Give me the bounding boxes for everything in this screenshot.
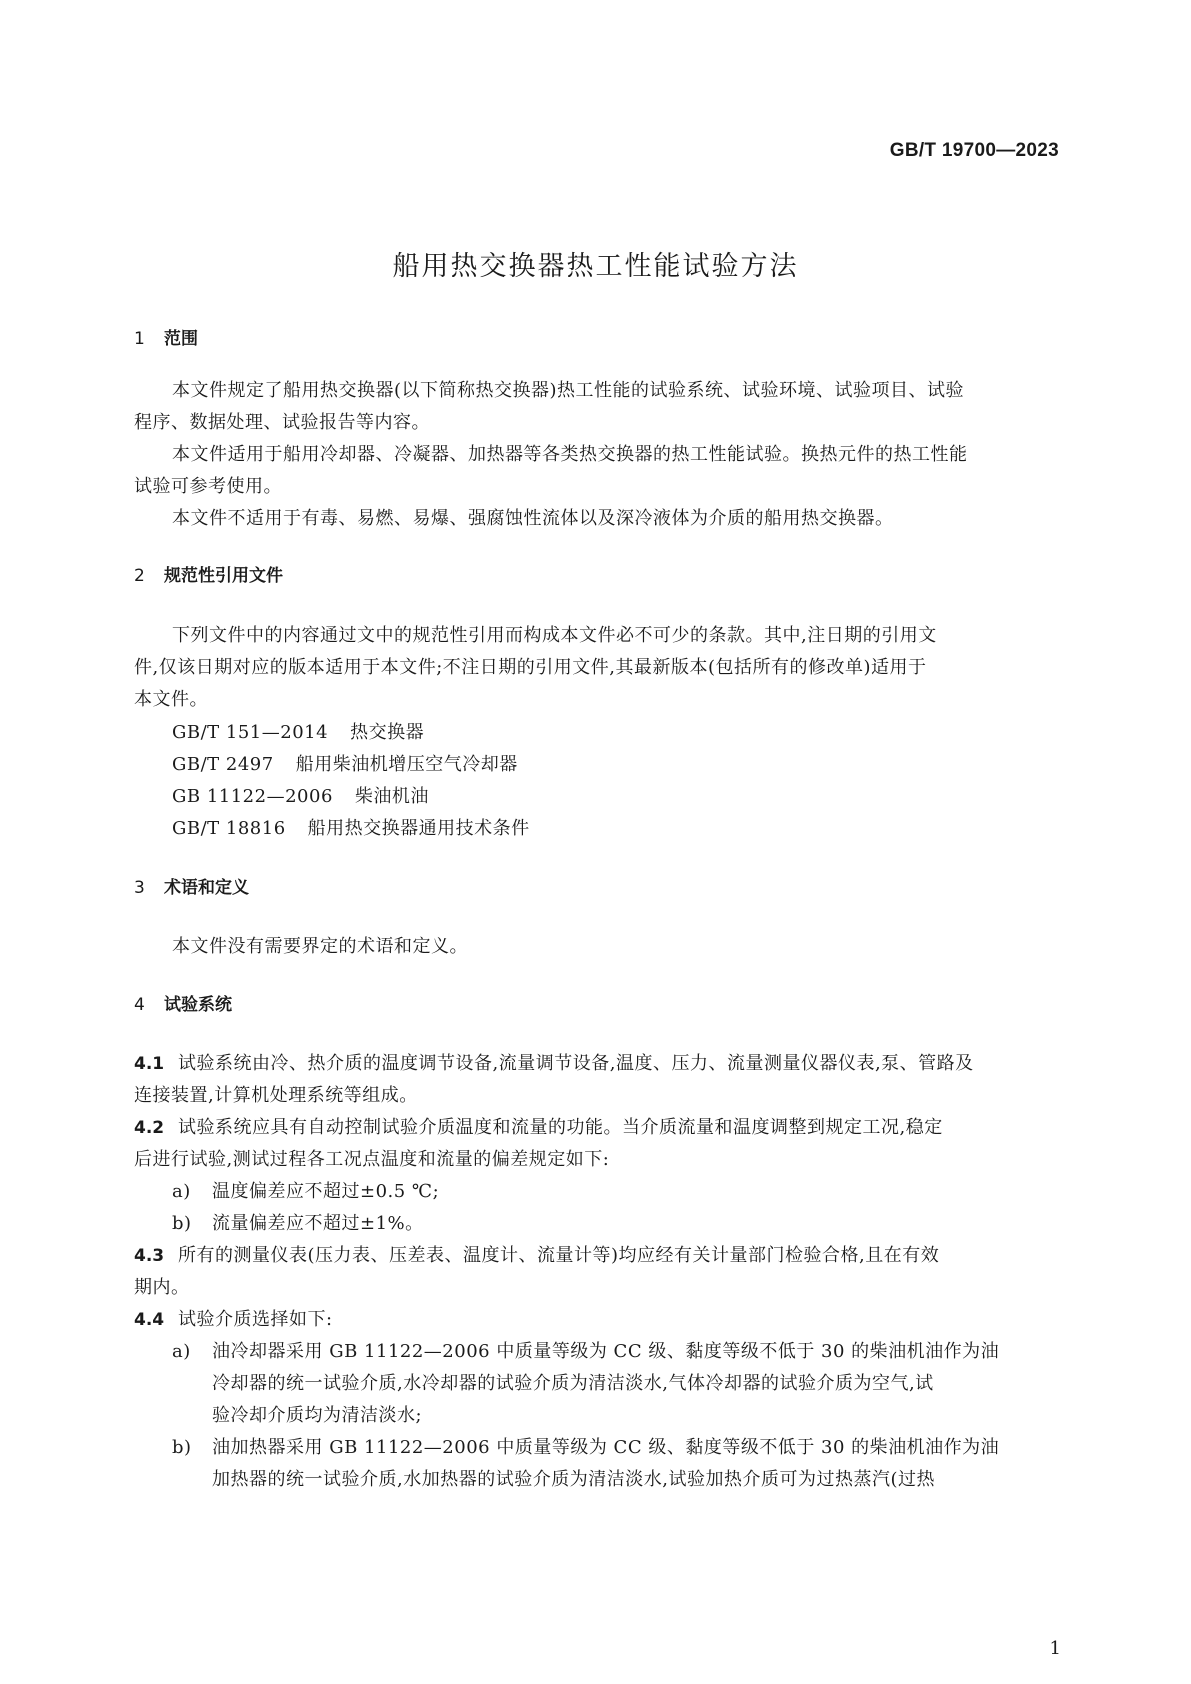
- reference-code: GB/T 18816: [172, 818, 286, 839]
- document-title: 船用热交换器热工性能试验方法: [392, 251, 799, 282]
- list-item: [172, 1433, 999, 1459]
- clause-text: 试验介质选择如下:: [178, 1309, 333, 1330]
- paragraph-line: 本文件。: [134, 689, 208, 710]
- section-title: 规范性引用文件: [164, 566, 283, 586]
- paragraph-line: 本文件适用于船用冷却器、冷凝器、加热器等各类热交换器的热工性能试验。换热元件的热工性能: [172, 444, 968, 465]
- reference-code: GB/T 2497: [172, 754, 274, 775]
- clause-text: 试验系统应具有自动控制试验介质温度和流量的功能。当介质流量和温度调整到规定工况,稳定: [178, 1117, 943, 1138]
- section-1-heading: [134, 324, 198, 349]
- standard-number: GB/T 19700—2023: [889, 140, 1059, 161]
- reference-item: [172, 750, 518, 776]
- list-continuation: 验冷却介质均为清洁淡水;: [212, 1405, 423, 1426]
- list-continuation: 冷却器的统一试验介质,水冷却器的试验介质为清洁淡水,气体冷却器的试验介质为空气,试: [212, 1373, 934, 1394]
- paragraph-line: 件,仅该日期对应的版本适用于本文件;不注日期的引用文件,其最新版本(包括所有的修改单)适用于: [134, 657, 927, 678]
- reference-item: [172, 782, 429, 808]
- section-number: 3: [134, 878, 145, 898]
- section-title: 术语和定义: [164, 878, 249, 898]
- paragraph-line: 本文件没有需要界定的术语和定义。: [172, 936, 468, 957]
- section-number: 2: [134, 566, 145, 586]
- reference-name: 柴油机油: [354, 786, 429, 807]
- paragraph-line: 程序、数据处理、试验报告等内容。: [134, 412, 430, 433]
- list-text: 油冷却器采用 GB 11122—2006 中质量等级为 CC 级、黏度等级不低于 30 的柴油机油作为油: [212, 1341, 1000, 1362]
- paragraph-line: 本文件规定了船用热交换器(以下简称热交换器)热工性能的试验系统、试验环境、试验项目、试验: [172, 380, 965, 401]
- section-number: 1: [134, 329, 145, 349]
- reference-name: 热交换器: [350, 722, 425, 743]
- paragraph-line: 试验可参考使用。: [134, 476, 282, 497]
- clause-number: 4.3: [134, 1246, 165, 1266]
- reference-item: [172, 718, 424, 744]
- clause-text: 所有的测量仪表(压力表、压差表、温度计、流量计等)均应经有关计量部门检验合格,且在有效: [178, 1245, 940, 1266]
- list-text: 油加热器采用 GB 11122—2006 中质量等级为 CC 级、黏度等级不低于 30 的柴油机油作为油: [212, 1437, 1000, 1458]
- list-letter: b): [172, 1213, 192, 1234]
- list-item: [172, 1209, 424, 1235]
- reference-name: 船用热交换器通用技术条件: [307, 818, 530, 839]
- clause-text: 试验系统由冷、热介质的温度调节设备,流量调节设备,温度、压力、流量测量仪器仪表,泵、管路及: [178, 1053, 974, 1074]
- reference-code: GB/T 151—2014: [172, 722, 329, 743]
- list-text: 流量偏差应不超过±1%。: [212, 1213, 424, 1234]
- section-3-heading: [134, 873, 249, 898]
- section-number: 4: [134, 995, 145, 1015]
- list-letter: a): [172, 1341, 191, 1362]
- clause-4-4: [134, 1305, 333, 1331]
- list-item: [172, 1337, 999, 1363]
- list-item: [172, 1177, 439, 1203]
- list-letter: b): [172, 1437, 192, 1458]
- list-letter: a): [172, 1181, 191, 1202]
- clause-4-2: [134, 1113, 943, 1139]
- clause-number: 4.1: [134, 1054, 165, 1074]
- clause-4-1: [134, 1049, 974, 1075]
- section-title: 试验系统: [164, 995, 232, 1015]
- paragraph-line: 期内。: [134, 1277, 190, 1298]
- paragraph-line: 下列文件中的内容通过文中的规范性引用而构成本文件必不可少的条款。其中,注日期的引用文: [172, 625, 937, 646]
- list-text: 温度偏差应不超过±0.5 ℃;: [212, 1181, 440, 1202]
- page-number: 1: [1049, 1638, 1061, 1659]
- clause-number: 4.2: [134, 1118, 165, 1138]
- list-continuation: 加热器的统一试验介质,水加热器的试验介质为清洁淡水,试验加热介质可为过热蒸汽(过热: [212, 1469, 935, 1490]
- paragraph-line: 本文件不适用于有毒、易燃、易爆、强腐蚀性流体以及深冷液体为介质的船用热交换器。: [172, 508, 894, 529]
- paragraph-line: 连接装置,计算机处理系统等组成。: [134, 1085, 418, 1106]
- paragraph-line: 后进行试验,测试过程各工况点温度和流量的偏差规定如下:: [134, 1149, 610, 1170]
- reference-item: [172, 814, 530, 840]
- reference-code: GB 11122—2006: [172, 786, 333, 807]
- section-title: 范围: [164, 329, 198, 349]
- section-2-heading: [134, 561, 283, 586]
- section-4-heading: [134, 990, 232, 1015]
- clause-4-3: [134, 1241, 939, 1267]
- reference-name: 船用柴油机增压空气冷却器: [295, 754, 518, 775]
- clause-number: 4.4: [134, 1310, 165, 1330]
